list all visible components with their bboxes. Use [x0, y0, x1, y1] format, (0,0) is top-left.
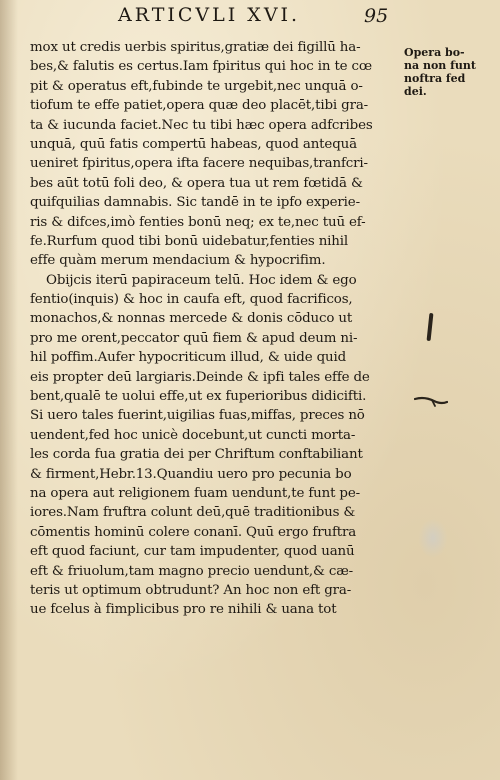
text-line: ris & difces,imò fenties bonū neq; ex te,nec tuū ef- [30, 214, 366, 230]
text-line: ue fcelus à fimplicibus pro re nihili & uana tot [30, 602, 337, 618]
handwritten-stroke-mark [427, 313, 434, 341]
text-line: pit & operatus eft,fubinde te urgebit,nec unquā o- [30, 78, 363, 94]
text-line: unquā, quū fatis compertū habeas, quod antequā [30, 136, 357, 152]
text-line: ta & iucunda faciet.Nec tu tibi hæc opera adfcribes [30, 117, 373, 133]
running-head: ARTICVLI XVI. [118, 4, 301, 26]
text-line: cōmentis hominū colere conanī. Quū ergo fruftra [30, 524, 357, 540]
text-line: fe.Rurfum quod tibi bonū uidebatur,fenties nihil [30, 233, 349, 249]
text-line: mox ut credis uerbis spiritus,gratiæ dei figillū ha- [30, 40, 361, 55]
text-line: eft & friuolum,tam magno precio uendunt,& cæ- [30, 563, 354, 579]
marginal-note-line: dei. [404, 85, 427, 98]
text-line: effe quàm merum mendacium & hypocrifim. [30, 253, 326, 269]
marginal-note-line: noftra fed [404, 72, 466, 85]
text-line: eis propter deū largiaris.Deinde & ipfi tales effe de [30, 369, 370, 385]
paragraph-start-line: Obijcis iterū papiraceum telū. Hoc idem & ego [46, 272, 357, 288]
text-line: uendent,fed hoc unicè docebunt,ut cuncti morta- [30, 427, 356, 443]
text-line: monachos,& nonnas mercede & donis cōduco ut [30, 311, 353, 327]
text-line: eft quod faciunt, cur tam impudenter, quod uanū [30, 544, 355, 560]
text-line: tiofum te effe patiet,opera quæ deo placēt,tibi gra- [30, 98, 369, 114]
paper-stain [418, 518, 448, 558]
text-line: ueniret fpiritus,opera ifta facere nequibas,tranfcri- [30, 156, 368, 172]
marginal-note-line: na non funt [404, 59, 476, 72]
text-line: bent,qualē te uolui effe,ut ex fuperioribus didicifti. [30, 389, 367, 405]
text-line: Si uero tales fuerint,uigilias fuas,miffas, preces nō [30, 408, 365, 424]
text-line: teris ut optimum obtrudunt? An hoc non eft gra- [30, 582, 352, 598]
text-line: fentio(inquis) & hoc in caufa eft, quod facrificos, [30, 292, 353, 308]
gutter-shadow [0, 0, 18, 780]
text-line: les corda fua gratia dei per Chriftum conftabiliant [30, 447, 363, 463]
text-line: na opera aut religionem fuam uendunt,te funt pe- [30, 485, 360, 501]
text-line: pro me orent,peccator quū fiem & apud deum ni- [30, 330, 358, 346]
text-line: iores.Nam fruftra colunt deū,quē traditionibus & [30, 505, 356, 521]
text-line: & firment,Hebr.13.Quandiu uero pro pecunia bo [30, 466, 352, 482]
marginal-note [404, 46, 476, 98]
handwritten-tick-mark [414, 392, 448, 408]
text-line: bes,& falutis es certus.Iam fpiritus qui hoc in te cœ [30, 59, 372, 75]
text-line: hil poffim.Aufer hypocriticum illud, & uide quid [30, 350, 347, 366]
marginal-note-line: Opera bo- [404, 46, 465, 59]
page-number: 95 [364, 5, 389, 27]
text-line: bes aūt totū foli deo, & opera tua ut rem fœtidā & [30, 175, 363, 191]
text-line: quifquilias damnabis. Sic tandē in te ipfo experie- [30, 195, 360, 211]
body-text [30, 38, 410, 620]
page-header [0, 4, 500, 34]
